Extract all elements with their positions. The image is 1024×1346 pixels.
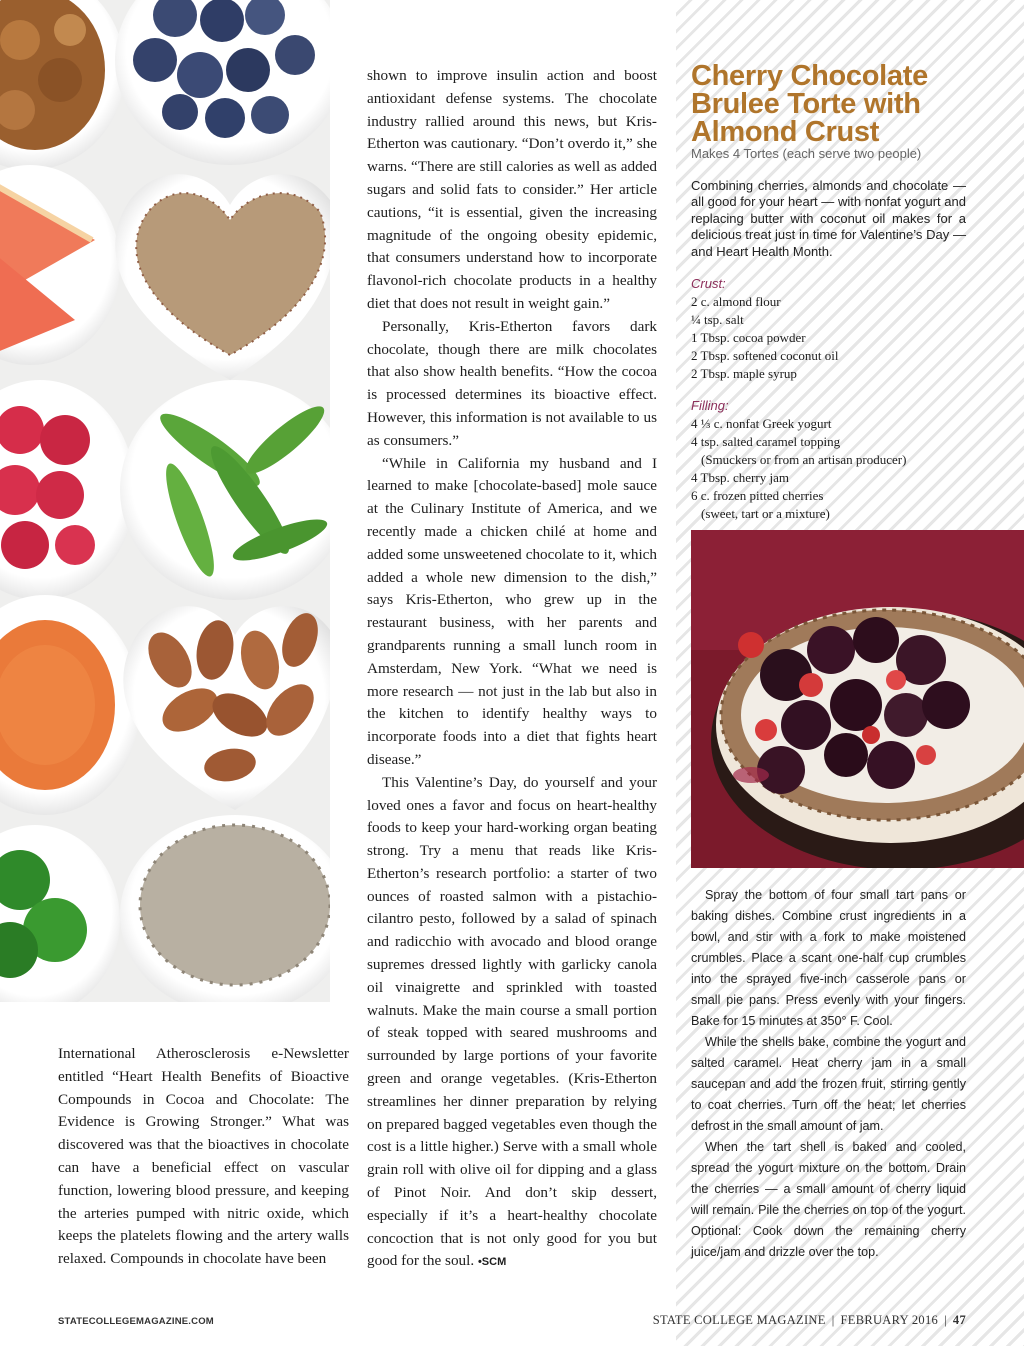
food-photo-graphic bbox=[0, 0, 330, 1002]
recipe-title: Cherry Chocolate Brulee Torte with Almond Crust bbox=[691, 60, 928, 148]
article-column-left bbox=[58, 1043, 349, 1271]
article-column-middle bbox=[367, 65, 657, 1274]
ingredient-item: 2 Tbsp. softened coconut oil bbox=[691, 347, 839, 363]
page-number: 47 bbox=[952, 1313, 966, 1327]
article-paragraph-text: This Valentine’s Day, do yourself and your loved ones a favor and focus on heart-healthy foods to keep your hard-working organ beating strong. Try a menu that reads like Kris-Etherton’s research portfolio: a starter of two ounces of roasted salmon with a pistachio-cilantro pesto, followed by a salad of spinach and radicchio with avocado and blood orange supremes dressed lightly with garlicky canola oil vinaigrette and sprinkled with toasted walnuts. Make the main course a small portion of steak topped with seared mushrooms and surrounded by large portions of your favorite green and orange vegetables. (Kris-Etherton streamlines her dinner preparation by relying on prepared bagged vegetables even though the cost is a little higher.) Serve with a small whole grain roll with olive oil for dipping and a glass of Pinot Noir. And don’t skip dessert, especially if it’s a heart-healthy chocolate concoction that is not only good for you but good for the soul. bbox=[367, 773, 657, 1270]
footer-issue: FEBRUARY 2016 bbox=[840, 1313, 939, 1327]
ingredient-item: ¼ tsp. salt bbox=[691, 311, 744, 327]
recipe-intro: Combining cherries, almonds and chocolate — all good for your heart — with nonfat yogurt and replacing butter with coconut oil makes for a delicious treat just in time for Valentine’s Day — and Heart Health Month. bbox=[691, 178, 966, 259]
directions-paragraph: While the shells bake, combine the yogurt and salted caramel. Heat cherry jam in a small saucepan and add the frozen fruit, stirring gently to coat cherries. Turn off the heat; let cherries defrost in the small amount of jam. bbox=[691, 1035, 966, 1133]
article-paragraph: Personally, Kris-Etherton favors dark chocolate, though there are milk chocolates that also show health benefits. “How the cocoa is processed determines its bioactive effect. However, this information is not available to us as consumers.” bbox=[367, 317, 657, 449]
cherry-torte-photo bbox=[691, 530, 1024, 868]
footer-folio bbox=[653, 1313, 966, 1328]
article-paragraph: “While in California my husband and I learned to make [chocolate-based] mole sauce at the Culinary Institute of America, and we recently made a chicken chilé at home and added some unsweetened chocolate to it, which added a whole new dimension to the dish,” says Kris-Etherton, who grew up in the restaurant business, with her parents and grandparents running a small lunch room in Amsterdam, New York. “What we need is more research — not just in the lab but also in the kitchen to identify healthy ways to incorporate foods into a diet that fights heart disease.” bbox=[367, 454, 657, 768]
directions-paragraph: When the tart shell is baked and cooled, spread the yogurt mixture on the bottom. Drain the cherries — a small amount of cherry liquid will remain. Pile the cherries on top of the yogurt. Optional: Cook down the remaining cherry juice/jam and drizzle over the top. bbox=[691, 1140, 966, 1259]
article-paragraph: shown to improve insulin action and boost antioxidant defense systems. The chocolate industry rallied around this news, but Kris-Etherton was cautionary. “Don’t overdo it,” she warns. “There are still calories as well as added sugars and solid fats to consider.” Her article cautions, “it is essential, given the increasing magnitude of the ongoing obesity epidemic, that consumers understand how to incorporate flavonol-rich chocolate products in a healthy diet that does not result in weight gain.” bbox=[367, 67, 657, 312]
crust-ingredient-list bbox=[691, 293, 981, 383]
heart-bowls-food-photo bbox=[0, 0, 330, 1002]
crust-heading: Crust: bbox=[691, 276, 726, 291]
footer-separator: | bbox=[944, 1313, 947, 1327]
footer-magazine-name: STATE COLLEGE MAGAZINE bbox=[652, 1313, 826, 1327]
filling-ingredient-list bbox=[691, 415, 981, 522]
end-mark: •SCM bbox=[477, 1256, 507, 1269]
recipe-directions bbox=[691, 885, 966, 1263]
article-paragraph: International Atherosclerosis e-Newsletter entitled “Heart Health Benefits of Bioactive Compounds in Cocoa and Chocolate: The Evidence is Growing Stronger.” What was discovered was that the bioactives in chocolate can have a beneficial effect on vascular function, lowering blood pressure, and keeping the arteries pumped with nitric oxide, which keeps the platelets flowing and the artery walls relaxed. Compounds in chocolate have been bbox=[58, 1045, 349, 1268]
ingredient-item: 4 tsp. salted caramel topping bbox=[691, 433, 841, 449]
ingredient-item: 2 Tbsp. maple syrup bbox=[691, 365, 797, 381]
recipe-yield: Makes 4 Tortes (each serve two people) bbox=[691, 146, 922, 161]
footer-website: STATECOLLEGEMAGAZINE.COM bbox=[58, 1316, 214, 1327]
ingredient-item: 4 Tbsp. cherry jam bbox=[691, 469, 789, 485]
ingredient-item: 1 Tbsp. cocoa powder bbox=[691, 329, 806, 345]
ingredient-item: 6 c. frozen pitted cherries bbox=[691, 487, 824, 503]
filling-heading: Filling: bbox=[691, 398, 729, 413]
directions-paragraph: Spray the bottom of four small tart pans or baking dishes. Combine crust ingredients in a bowl, and stir with a fork to make moistened crumbles. Place a scant one-half cup crumbles into the sprayed five-inch casserole pans or small pie pans. Press evenly with your fingers. Bake for 15 minutes at 350° F. Cool. bbox=[691, 888, 966, 1028]
ingredient-item: 4 ⅓ c. nonfat Greek yogurt bbox=[691, 416, 832, 431]
article-paragraph-final bbox=[367, 772, 657, 1275]
footer-separator: | bbox=[831, 1313, 835, 1327]
ingredient-note: (Smuckers or from an artisan producer) bbox=[701, 451, 907, 467]
ingredient-note: (sweet, tart or a mixture) bbox=[701, 505, 830, 521]
ingredient-item: 2 c. almond flour bbox=[691, 294, 781, 309]
torte-photo-graphic bbox=[691, 530, 1024, 868]
